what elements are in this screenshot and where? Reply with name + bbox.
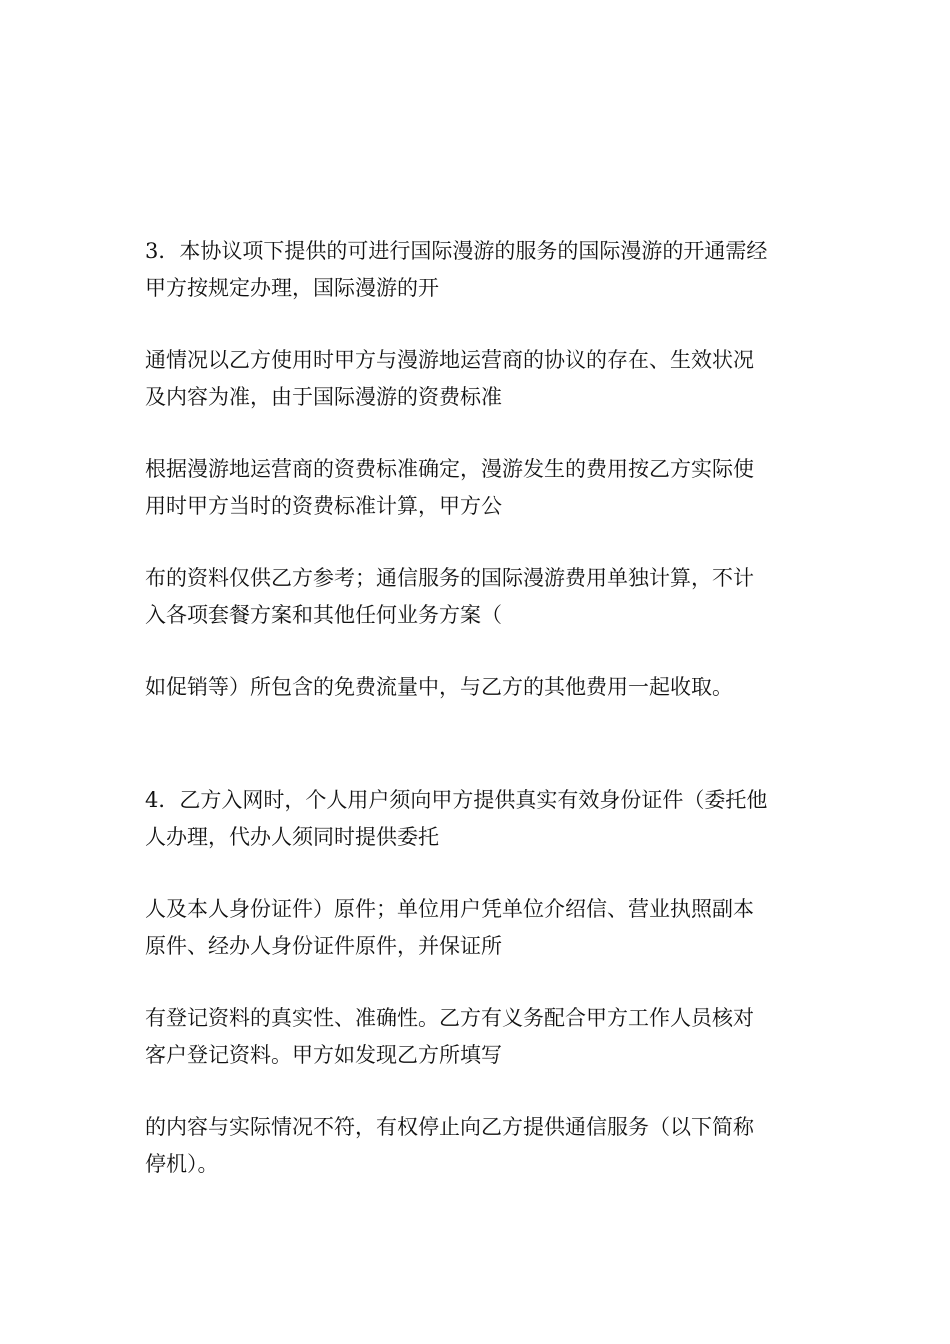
- clause-3-line-5: 根据漫游地运营商的资费标准确定，漫游发生的费用按乙方实际使: [145, 457, 754, 481]
- clause-4-line-5: 有登记资料的真实性、准确性。乙方有义务配合甲方工作人员核对: [145, 1006, 754, 1030]
- clause-4-line-1: 4．乙方入网时，个人用户须向甲方提供真实有效身份证件（委托他: [145, 788, 768, 812]
- clause-4-paragraph: [145, 782, 815, 1183]
- clause-3-line-2: 甲方按规定办理，国际漫游的开: [145, 276, 439, 300]
- clause-3-line-1: 3．本协议项下提供的可进行国际漫游的服务的国际漫游的开通需经: [145, 239, 768, 263]
- clause-3-line-4: 及内容为准，由于国际漫游的资费标准: [145, 385, 502, 409]
- clause-4-line-3: 人及本人身份证件）原件；单位用户凭单位介绍信、营业执照副本: [145, 897, 754, 921]
- clause-3-line-7: 布的资料仅供乙方参考；通信服务的国际漫游费用单独计算，不计: [145, 566, 754, 590]
- clause-3-line-6: 用时甲方当时的资费标准计算，甲方公: [145, 494, 502, 518]
- clause-4-line-7: 的内容与实际情况不符，有权停止向乙方提供通信服务（以下简称: [145, 1115, 754, 1139]
- clause-3-paragraph: [145, 233, 815, 706]
- clause-3-line-3: 通情况以乙方使用时甲方与漫游地运营商的协议的存在、生效状况: [145, 348, 754, 372]
- clause-3-line-8: 入各项套餐方案和其他任何业务方案（: [145, 603, 502, 627]
- clause-4-line-8: 停机）。: [145, 1152, 219, 1176]
- clause-3-line-9: 如促销等）所包含的免费流量中，与乙方的其他费用一起收取。: [145, 675, 733, 699]
- clause-4-line-4: 原件、经办人身份证件原件，并保证所: [145, 934, 502, 958]
- clause-4-line-6: 客户登记资料。甲方如发现乙方所填写: [145, 1043, 502, 1067]
- clause-4-line-2: 人办理，代办人须同时提供委托: [145, 825, 439, 849]
